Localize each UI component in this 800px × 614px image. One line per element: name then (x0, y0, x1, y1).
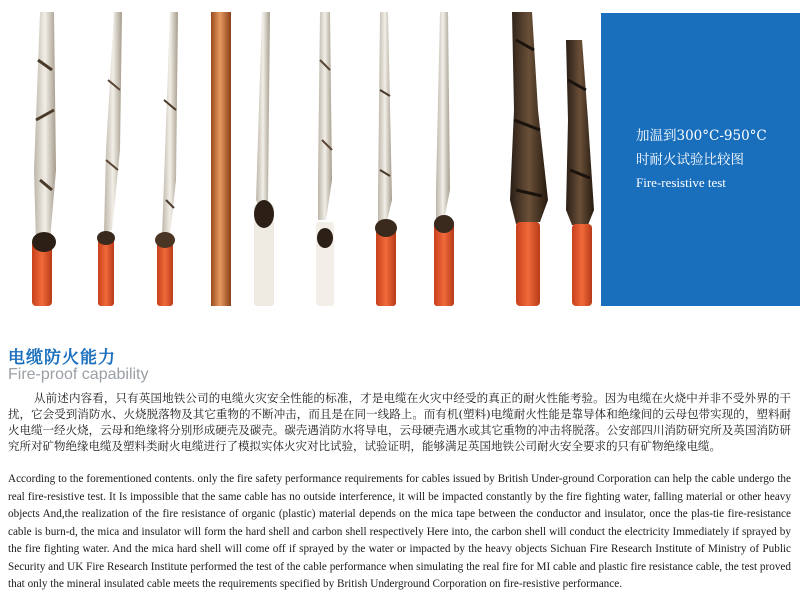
section-title-en: Fire-proof capability (8, 366, 149, 383)
burned-cables-illustration (0, 0, 600, 312)
body-paragraph-en: According to the forementioned contents. only the fire safety performance requirements for cables issued by British Under-ground Corporation can help the cable undergo the real fire-resistive test. It Is impossible that the same cable has no outside interference, it will be impacted constantly by the fire fighting water, falling material or other heavy objects And,the realization of the fire resistance of organic (plastic) material depends on the mica tape between the conductor and insulator, once the plas-tie fire-resistance cable is burn-d, the mica and insulator will form the hard shell and carbon shell respectively Here into, the carbon shell will conduct the electricity Immediately if sprayed by the fire fighting water. And the mica hard shell will come off if sprayed by the water or impacted by the heavy objects Sichuan Fire Research Institute of Ministry of Public Security and UK Fire Research Institute performed the test of the cable performance when simulating the real fire for MI cable and plastic fire resistance cable, the test proved that only the mineral insulated cable meets the requirements specified by British Underground Corporation on fire-resistive performance. (8, 473, 791, 590)
cable-sample-2 (97, 12, 122, 306)
caption-comparison: 时耐火试验比较图 (636, 152, 744, 168)
cable-sample-9 (510, 12, 548, 306)
cable-sample-4 (211, 12, 231, 306)
body-paragraph-cn: 从前述内容看，只有英国地铁公司的电缆火灾安全性能的标准，才是电缆在火灾中经受的真正的耐火性能考验。因为电缆在火烧中并非不受外界的干扰，它会受到消防水、火烧脱落物及其它重物的不断冲击，而且是在同一线路上。而有机(塑料)电缆耐火性能是靠导体和绝缘间的云母包带实现的，塑料耐火电缆一经火烧，云母和绝缘将分别形成硬壳及碳壳。碳壳遇消防水将导电，云母硬壳遇水或其它重物的冲击将脱落。公安部四川消防研究所及英国消防研究所对矿物绝缘电缆及塑料类耐火电缆进行了模拟实体火灾对比试验，试验证明，能够满足英国地铁公司耐火安全要求的只有矿物绝缘电缆。 (8, 391, 791, 453)
section-title-cn: 电缆防火能力 (8, 348, 116, 368)
cable-sample-6 (316, 12, 334, 306)
caption-english: Fire-resistive test (636, 175, 726, 190)
cable-sample-3 (155, 12, 178, 306)
test-caption (636, 124, 767, 194)
cable-fire-test-photo (0, 0, 600, 312)
cable-sample-1 (32, 12, 56, 306)
cable-sample-5 (254, 12, 274, 306)
cable-sample-10 (566, 40, 594, 306)
cable-sample-7 (375, 12, 397, 306)
cable-sample-8 (434, 12, 454, 306)
caption-temperature: 加温到300°C-950°C (636, 128, 767, 144)
